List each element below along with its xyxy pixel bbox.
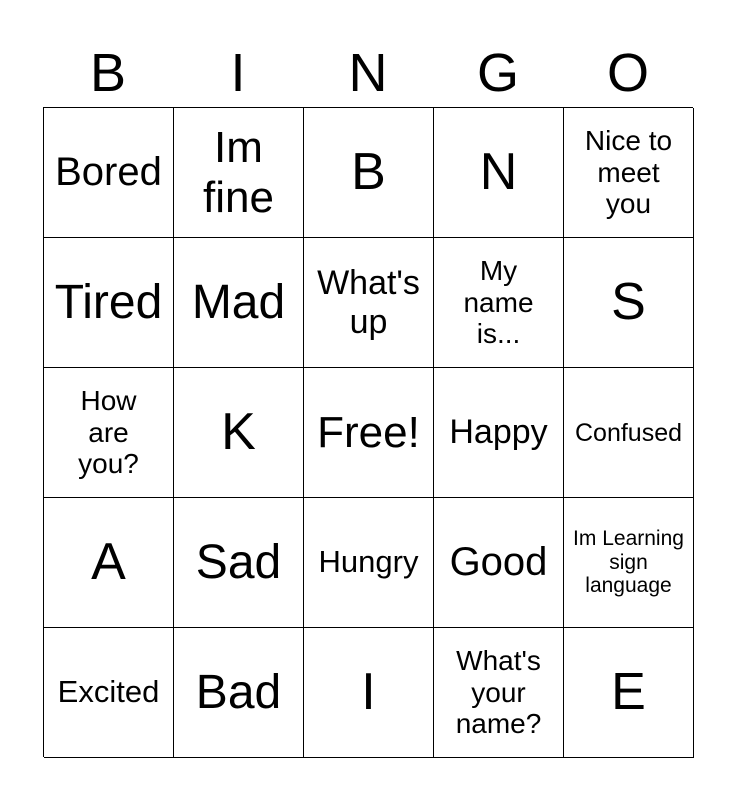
bingo-cell — [434, 498, 564, 628]
bingo-cell-text: Hungry — [318, 544, 419, 580]
bingo-cell — [44, 238, 174, 368]
bingo-cell — [304, 238, 434, 368]
bingo-cell — [304, 368, 434, 498]
bingo-cell — [44, 368, 174, 498]
bingo-cell — [564, 108, 694, 238]
bingo-cell-text: Bored — [55, 150, 162, 195]
bingo-cell — [564, 238, 694, 368]
header-letter-o: O — [606, 43, 649, 103]
bingo-cell — [564, 498, 694, 628]
bingo-cell-text: What's up — [317, 264, 420, 341]
bingo-cell-text: B — [351, 143, 386, 202]
bingo-cell-text: Nice to meet you — [584, 125, 673, 220]
bingo-cell — [304, 108, 434, 238]
bingo-cell — [304, 498, 434, 628]
bingo-cell — [174, 368, 304, 498]
bingo-cell-text: Im Learning sign language — [573, 527, 684, 598]
bingo-cell-text: I — [361, 663, 376, 722]
bingo-cell-text: Sad — [195, 535, 282, 589]
bingo-cell-text: Im fine — [203, 123, 274, 222]
header-letter-g: G — [476, 43, 519, 103]
bingo-cell-text: Tired — [54, 275, 163, 329]
bingo-cell-text: What's your name? — [455, 645, 542, 740]
bingo-cell — [174, 238, 304, 368]
header-letter-b: B — [89, 43, 127, 103]
bingo-cell — [174, 108, 304, 238]
bingo-cell-text: Free! — [317, 407, 420, 457]
bingo-cell — [564, 628, 694, 758]
bingo-cell — [304, 628, 434, 758]
bingo-cell — [434, 108, 564, 238]
bingo-cell-text: Excited — [57, 674, 160, 710]
bingo-cell — [434, 628, 564, 758]
bingo-cell-text: How are you? — [78, 385, 139, 480]
bingo-cell-text: Bad — [195, 665, 282, 719]
bingo-cell-text: Confused — [574, 418, 683, 447]
header-letter-i: I — [230, 43, 246, 103]
bingo-cell-text: A — [91, 533, 126, 592]
bingo-cell-text: K — [221, 403, 256, 462]
bingo-cell-text: Happy — [449, 413, 548, 452]
bingo-cell — [174, 498, 304, 628]
bingo-cell — [434, 238, 564, 368]
bingo-cell — [44, 628, 174, 758]
header-letter-n: N — [348, 43, 388, 103]
bingo-cell-text: N — [479, 143, 518, 202]
bingo-cell-text: Good — [449, 540, 548, 585]
bingo-header — [43, 38, 693, 108]
bingo-cell-text: My name is... — [463, 255, 534, 350]
bingo-cell — [564, 368, 694, 498]
bingo-card-grid — [43, 107, 693, 757]
bingo-cell — [434, 368, 564, 498]
bingo-cell — [44, 108, 174, 238]
bingo-cell-text: S — [611, 273, 646, 332]
bingo-cell-text: Mad — [191, 275, 286, 329]
bingo-cell — [174, 628, 304, 758]
bingo-cell — [44, 498, 174, 628]
bingo-cell-text: E — [611, 663, 646, 722]
